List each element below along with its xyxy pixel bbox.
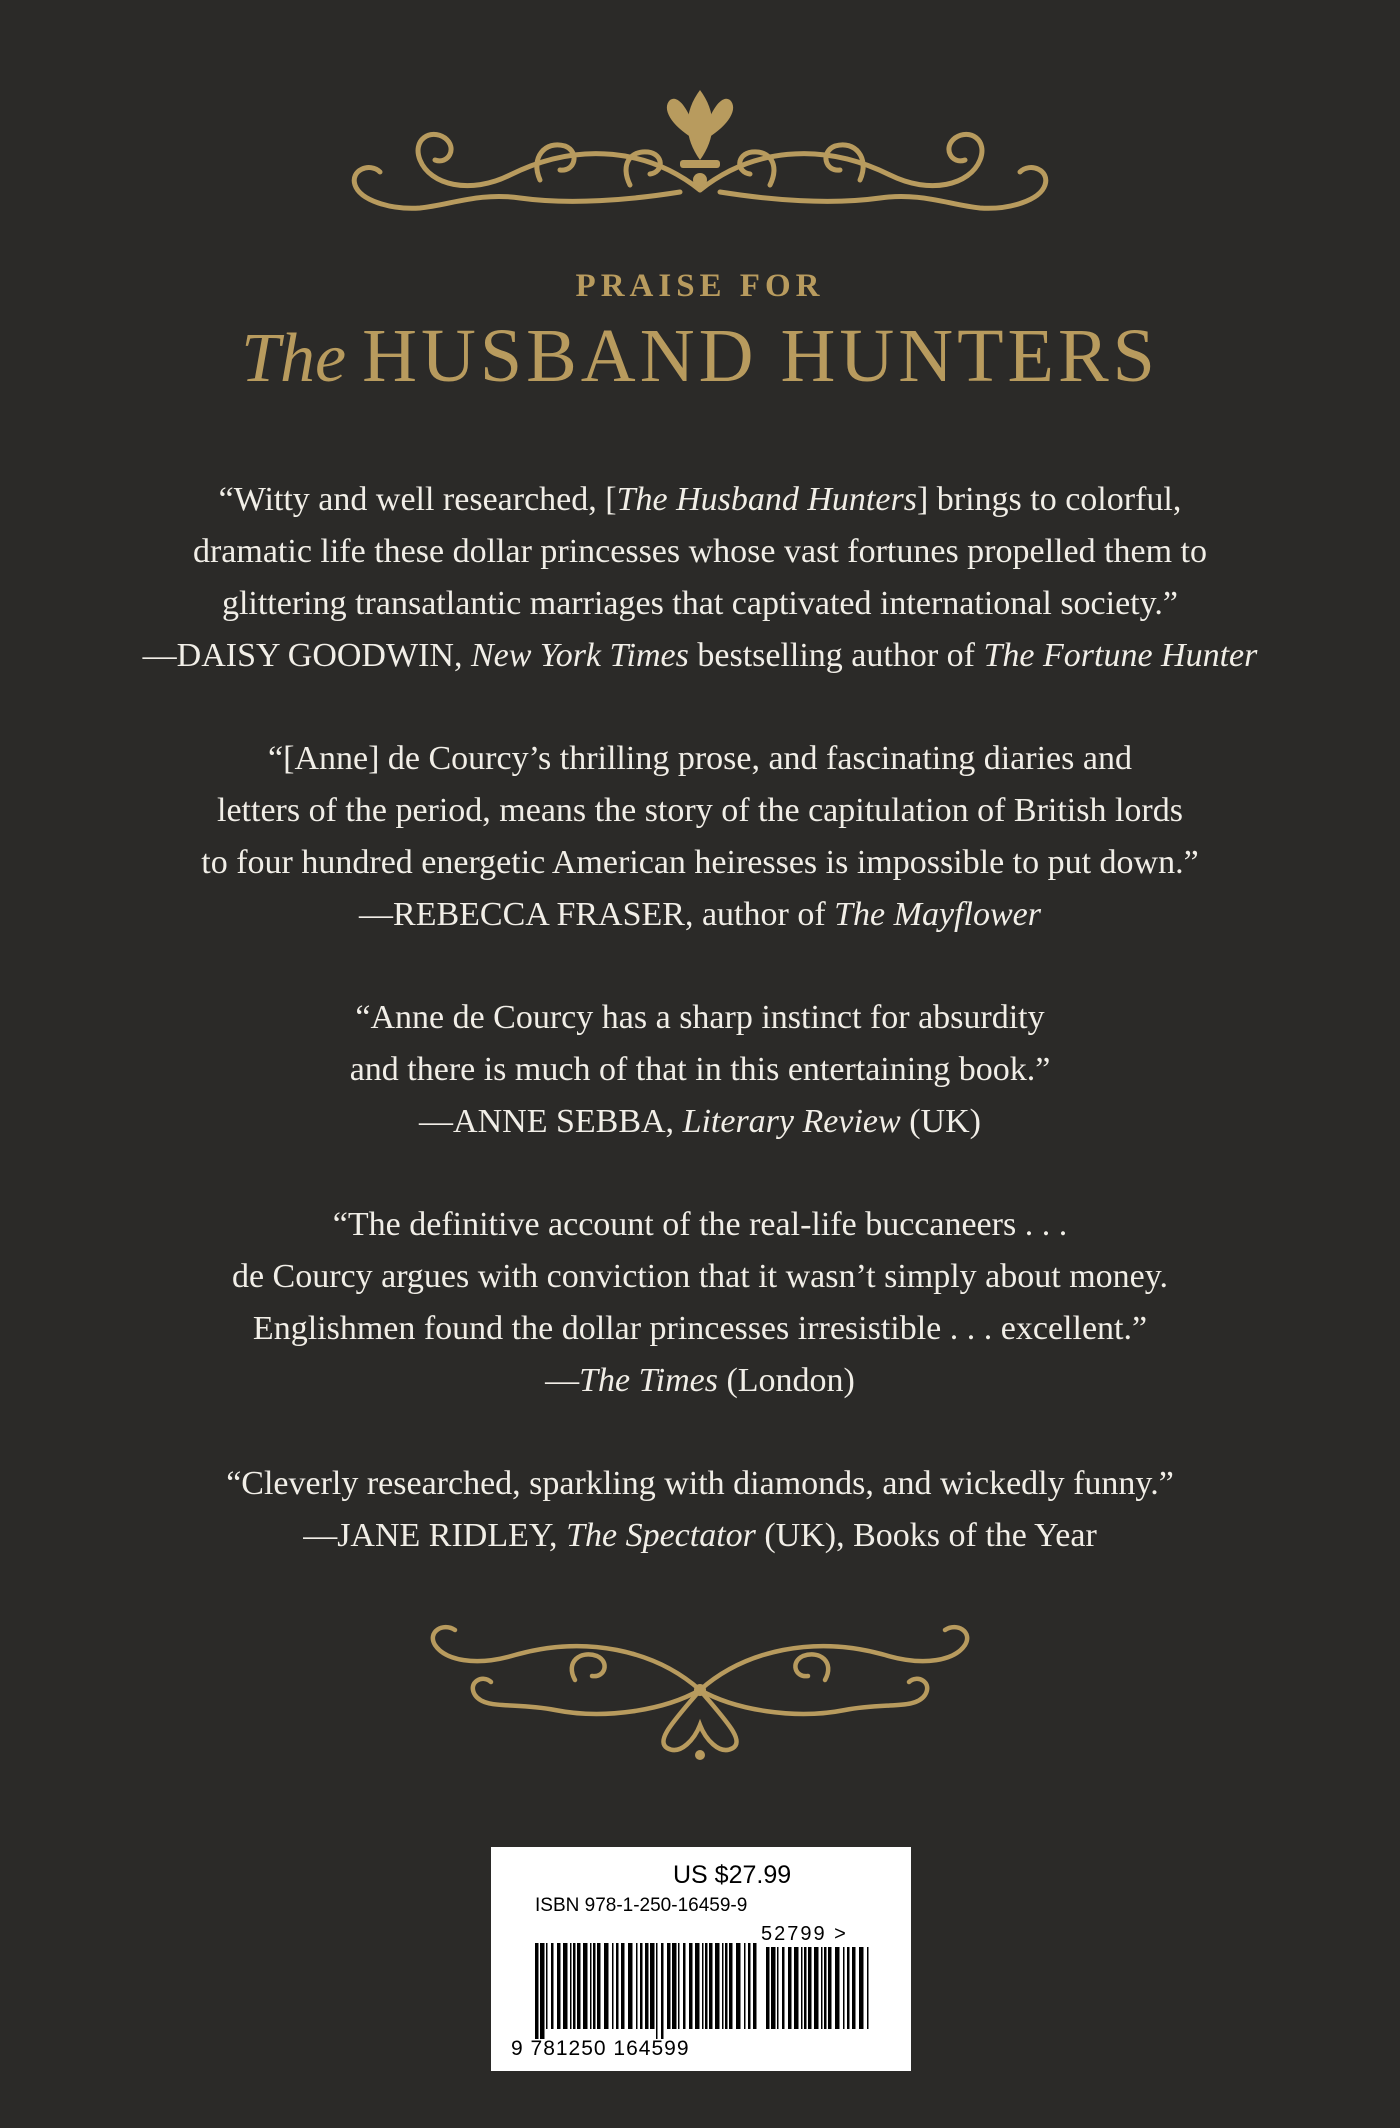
review-quotes [80,474,1320,1613]
quote-line [80,992,1320,1044]
barcode-bar [814,1947,819,2029]
barcode-bar [695,1943,700,2029]
review-quote [80,992,1320,1148]
top-flourish-ornament [330,80,1070,230]
barcode-bar [835,1947,840,2029]
quote-text-segment: “Anne de Courcy has a sharp instinct for absurdity [355,999,1045,1036]
barcode-bar [593,1943,596,2029]
barcode-bar [557,1943,561,2029]
quote-attribution-line [80,1355,1320,1407]
review-quote [80,474,1320,682]
barcode-bar [563,1943,568,2029]
book-title [0,314,1400,398]
quote-text-segment: Englishmen found the dollar princesses irresistible . . . excellent.” [252,1310,1148,1347]
quote-line [80,1044,1320,1096]
quote-line [80,578,1320,630]
barcode-bar [753,1943,757,2029]
barcode-bar [771,1947,776,2029]
review-quote [80,1199,1320,1407]
barcode-bar [725,1943,728,2029]
barcode-bar [656,1943,658,2039]
quote-text-segment: The Mayflower [834,896,1041,933]
quote-line [80,474,1320,526]
quote-text-segment: —REBECCA FRASER, author of [359,896,835,933]
barcode-bar [645,1943,649,2029]
quote-line [80,1251,1320,1303]
quote-line [80,837,1320,889]
barcode-bar [867,1947,869,2029]
barcode-bar [715,1943,720,2029]
barcode-bar [636,1943,638,2029]
barcode-bar [808,1947,812,2029]
barcode-bar [736,1943,741,2029]
barcode-bar [577,1943,581,2029]
barcode-bar [540,1943,545,2039]
barcode-bar [546,1943,548,2029]
price-addon-code: 52799 > [761,1923,848,1945]
barcode-bar [766,1947,770,2029]
barcode-bar [678,1943,680,2029]
barcode-bar [616,1943,619,2029]
review-quote [80,733,1320,941]
isbn-digits: 9 781250 164599 [511,2037,690,2060]
barcode-bar [821,1947,823,2029]
quote-text-segment: de Courcy argues with conviction that it wasn’t simply about money. [231,1258,1169,1295]
barcode-bar [612,1943,614,2029]
title-main: HUSBAND HUNTERS [362,314,1159,398]
isbn-text: ISBN 978-1-250-16459-9 [535,1895,748,1916]
barcode-bar [744,1943,746,2029]
barcode-bar [535,1943,539,2039]
quote-text-segment: ] brings to colorful, [916,481,1182,518]
barcode-bar [729,1943,733,2029]
quote-line [80,785,1320,837]
quote-attribution-line [80,1096,1320,1148]
barcode-bar [788,1947,792,2029]
quote-attribution-line [80,630,1320,682]
barcode-bar [794,1947,799,2029]
quote-text-segment: “[Anne] de Courcy’s thrilling prose, and fascinating diaries and [268,740,1132,777]
quote-text-segment: and there is much of that in this entertaining book.” [349,1051,1051,1088]
quote-text-segment: The Fortune Hunter [983,637,1258,674]
barcode-bar [847,1947,850,2029]
bottom-flourish-ornament [405,1610,995,1760]
barcode-bar [722,1943,724,2029]
addon-barcode-bars [766,1947,874,2039]
barcode-bar [640,1943,643,2029]
quote-attribution-line [80,889,1320,941]
barcode-bar [604,1943,609,2029]
quote-text-segment: (London) [717,1362,855,1399]
barcode-bar [551,1943,554,2029]
barcode-bar [782,1947,785,2029]
quote-text-segment: —ANNE SEBBA, [419,1103,683,1140]
barcode-bar [824,1947,827,2029]
barcode-bar [859,1947,864,2029]
quote-line [80,1303,1320,1355]
barcode-bar [583,1943,588,2029]
barcode-bar [570,1943,572,2029]
quote-line [80,1199,1320,1251]
quote-text-segment: New York Times [470,637,689,674]
quote-text-segment: “Cleverly researched, sparkling with diamonds, and wickedly funny.” [226,1465,1174,1502]
quote-text-segment: (UK) [900,1103,981,1140]
quote-text-segment: Literary Review [682,1103,901,1140]
quote-text-segment: “Witty and well researched, [ [218,481,617,518]
quote-text-segment: bestselling author of [688,637,984,674]
quote-text-segment: “The definitive account of the real-life buccaneers . . . [332,1206,1068,1243]
quote-text-segment: The Times [579,1362,718,1399]
barcode-bar [852,1947,856,2029]
quote-attribution-line [80,1510,1320,1562]
barcode-bar [628,1943,633,2029]
barcode-bar [590,1943,592,2029]
barcode-bar [801,1947,803,2029]
price-text: US $27.99 [673,1861,792,1889]
quote-text-segment: —JANE RIDLEY, [303,1517,567,1554]
barcode-bar [828,1947,832,2029]
quote-line [80,1458,1320,1510]
quote-text-segment: The Husband Hunters [616,481,917,518]
barcode-bar [702,1943,704,2029]
barcode-bar [777,1947,779,2029]
quote-text-segment: glittering transatlantic marriages that captivated international society.” [221,585,1179,622]
barcode-bar [597,1943,601,2029]
quote-text-segment: letters of the period, means the story of the capitulation of British lords [217,792,1183,829]
quote-line [80,733,1320,785]
quote-text-segment: — [545,1362,580,1399]
review-quote [80,1458,1320,1562]
quote-text-segment: dramatic life these dollar princesses whose vast fortunes propelled them to [192,533,1208,570]
barcode-bar [705,1943,708,2029]
praise-kicker: PRAISE FOR [575,268,825,304]
barcode-bar [650,1943,655,2029]
barcode-bar [683,1943,686,2029]
barcode-bar [804,1947,807,2029]
barcode-bar [672,1943,677,2029]
isbn-barcode-label [491,1847,911,2071]
barcode-bar [843,1947,845,2029]
quote-text-segment: (UK), Books of the Year [755,1517,1097,1554]
quote-text-segment: to four hundred energetic American heiresses is impossible to put down.” [201,844,1199,881]
barcode-bar [709,1943,713,2029]
title-the: The [241,320,347,397]
barcode-bar [573,1943,576,2029]
quote-text-segment: —DAISY GOODWIN, [142,637,471,674]
barcode-bar [621,1943,625,2029]
barcode-bar [748,1943,751,2029]
barcode-bar [689,1943,693,2029]
barcode-bar [661,1943,664,2039]
quote-text-segment: The Spectator [566,1517,756,1554]
barcode-bar [667,1943,671,2029]
ean-barcode-bars [535,1943,760,2039]
quote-line [80,526,1320,578]
